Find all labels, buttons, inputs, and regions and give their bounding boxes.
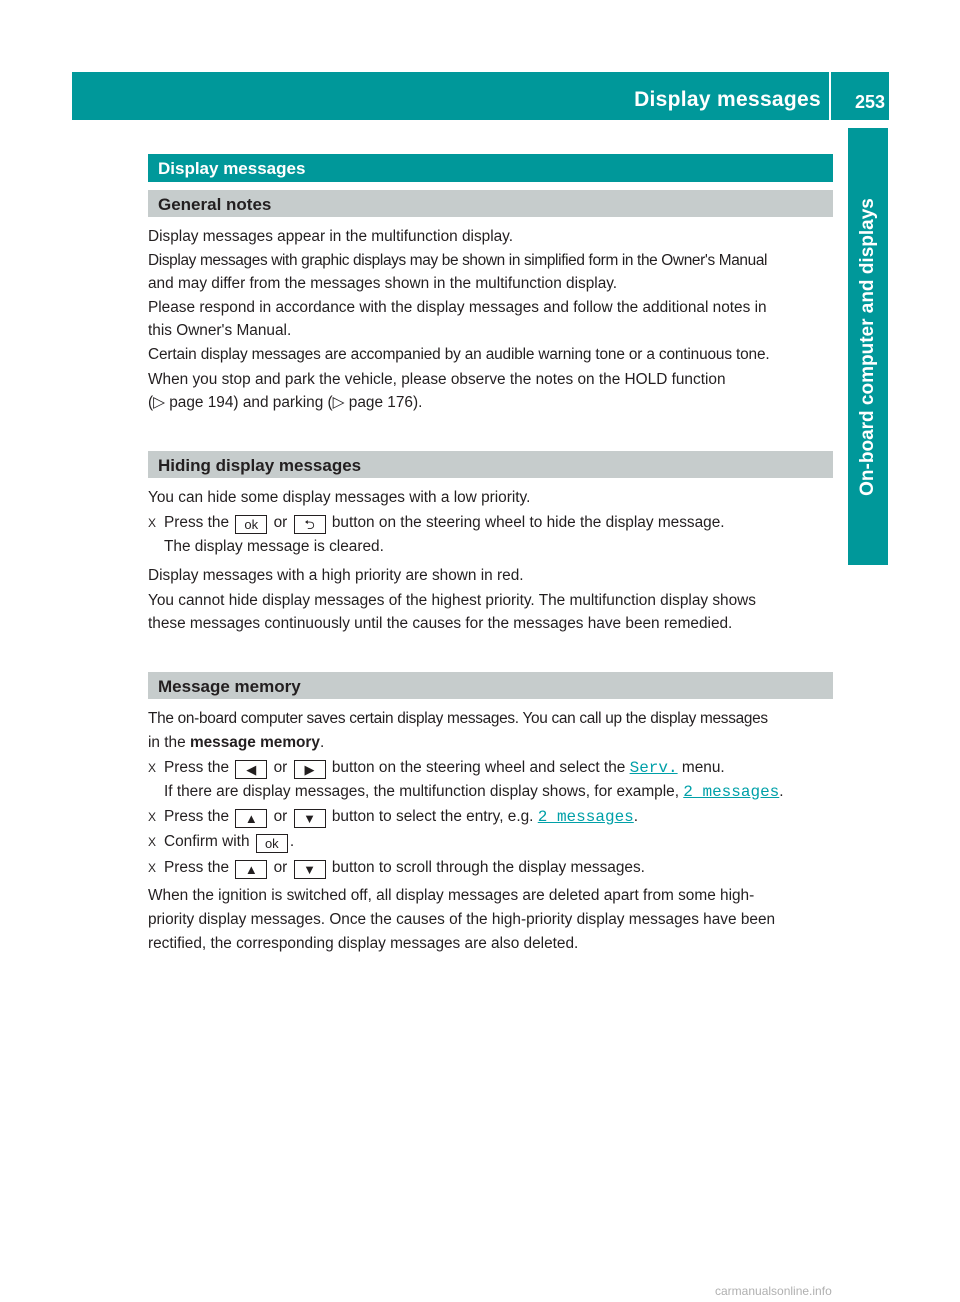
header-title: Display messages [634, 88, 821, 111]
step-bullet-icon: X [148, 861, 157, 875]
step-bullet-icon: X [148, 810, 157, 824]
paragraph: When you stop and park the vehicle, please observe the notes on the HOLD function [148, 371, 726, 388]
paragraph: Certain display messages are accompanied by an audible warning tone or a continuous tone. [148, 346, 770, 363]
paragraph: You cannot hide display messages of the highest priority. The multifunction display shows [148, 592, 756, 609]
step-result: The display message is cleared. [164, 538, 384, 555]
ok-button-icon: ok [256, 834, 288, 853]
paragraph: The on-board computer saves certain display messages. You can call up the display messages [148, 710, 768, 727]
step-result: If there are display messages, the multifunction display shows, for example, 2 messages. [164, 783, 784, 801]
step-bullet-icon: X [148, 761, 157, 775]
paragraph: priority display messages. Once the causes of the high-priority display messages have been [148, 911, 776, 928]
back-button-icon: ⮌ [294, 515, 326, 534]
display-text: Serv. [629, 759, 678, 777]
instruction-step: Press the ◀ or ▶ button on the steering wheel and select the Serv. menu. [164, 759, 725, 777]
subheading-message-memory [148, 672, 833, 699]
up-arrow-button-icon: ▲ [235, 809, 267, 828]
paragraph: (▷ page 194) and parking (▷ page 176). [148, 394, 423, 411]
down-arrow-button-icon: ▼ [294, 860, 326, 879]
display-text: 2 messages [683, 783, 780, 801]
instruction-step: Press the ▲ or ▼ button to scroll through the display messages. [164, 859, 645, 877]
page-header [72, 72, 889, 120]
paragraph: rectified, the corresponding display messages are also deleted. [148, 935, 579, 952]
step-bullet-icon: X [148, 516, 157, 530]
chapter-side-tab [848, 128, 888, 565]
subheading-text: Hiding display messages [158, 456, 362, 475]
paragraph: Please respond in accordance with the display messages and follow the additional notes in [148, 299, 767, 316]
paragraph: and may differ from the messages shown in the multifunction display. [148, 275, 618, 292]
paragraph: You can hide some display messages with a low priority. [148, 489, 531, 506]
subheading-hiding [148, 451, 833, 478]
chapter-label: On-board computer and displays [857, 197, 878, 496]
paragraph: Display messages with graphic displays may be shown in simplified form in the Owner's Manual [148, 252, 768, 269]
instruction-step: Confirm with ok . [164, 833, 295, 851]
paragraph: Display messages appear in the multifunction display. [148, 228, 514, 245]
instruction-step: Press the ▲ or ▼ button to select the entry, e.g. 2 messages. [164, 808, 639, 826]
subheading-text: Message memory [158, 677, 301, 696]
paragraph: these messages continuously until the causes for the messages have been remedied. [148, 615, 733, 632]
section-title: Display messages [158, 159, 306, 178]
display-text: 2 messages [537, 808, 634, 826]
subheading-text: General notes [158, 195, 272, 214]
up-arrow-button-icon: ▲ [235, 860, 267, 879]
bold-term: message memory [189, 734, 320, 751]
header-divider [829, 72, 831, 120]
section-heading [148, 154, 833, 182]
paragraph: Display messages with a high priority are shown in red. [148, 567, 524, 584]
down-arrow-button-icon: ▼ [294, 809, 326, 828]
left-arrow-button-icon: ◀ [235, 760, 267, 779]
paragraph: in the message memory. [148, 734, 325, 751]
watermark: carmanualsonline.info [715, 1284, 832, 1298]
right-arrow-button-icon: ▶ [294, 760, 326, 779]
paragraph: this Owner's Manual. [148, 322, 292, 339]
page-number: 253 [854, 92, 885, 112]
step-bullet-icon: X [148, 835, 157, 849]
instruction-step: Press the ok or ⮌ button on the steering wheel to hide the display message. [164, 514, 725, 532]
paragraph: When the ignition is switched off, all display messages are deleted apart from some high- [148, 887, 755, 904]
ok-button-icon: ok [235, 515, 267, 534]
subheading-general-notes [148, 190, 833, 217]
